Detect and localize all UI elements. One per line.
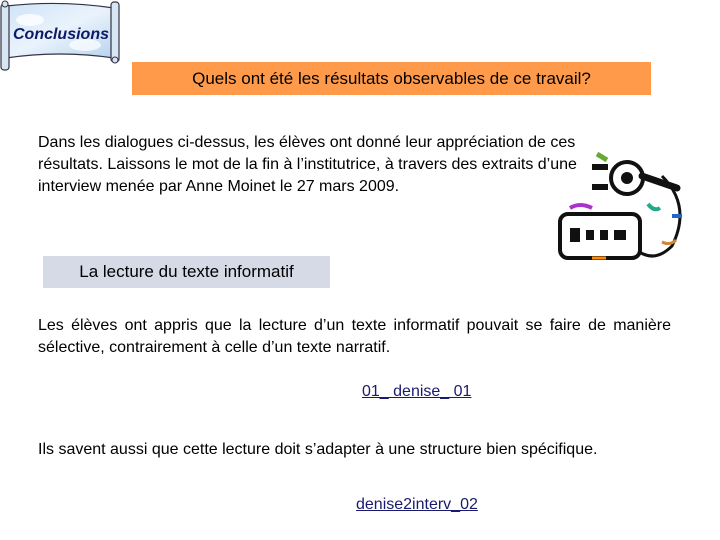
section-paragraph-2: Ils savent aussi que cette lecture doit s’adapter à une structure bien spécifique. xyxy=(38,441,598,458)
conclusions-banner xyxy=(0,0,120,72)
banner-label: Conclusions xyxy=(12,26,109,43)
intro-paragraph: Dans les dialogues ci-dessus, les élèves ont donné leur appréciation de ces résultats. Laissons le mot de la fin à l’institutrice, à travers des extraits d’une interview menée par Anne Moinet le 27 mars 2009. xyxy=(38,134,577,195)
audio-link-02[interactable]: denise2interv_02 xyxy=(356,496,478,513)
section-title: La lecture du texte informatif xyxy=(43,256,330,288)
audio-link-01[interactable]: 01_ denise_ 01 xyxy=(362,383,472,400)
section-paragraph: Les élèves ont appris que la lecture d’un texte informatif pouvait se faire de manière sélective, contrairement à celle d’un texte narratif. xyxy=(38,317,671,356)
question-heading: Quels ont été les résultats observables de ce travail? xyxy=(132,62,651,95)
tape-recorder-microphone-icon xyxy=(552,146,712,266)
